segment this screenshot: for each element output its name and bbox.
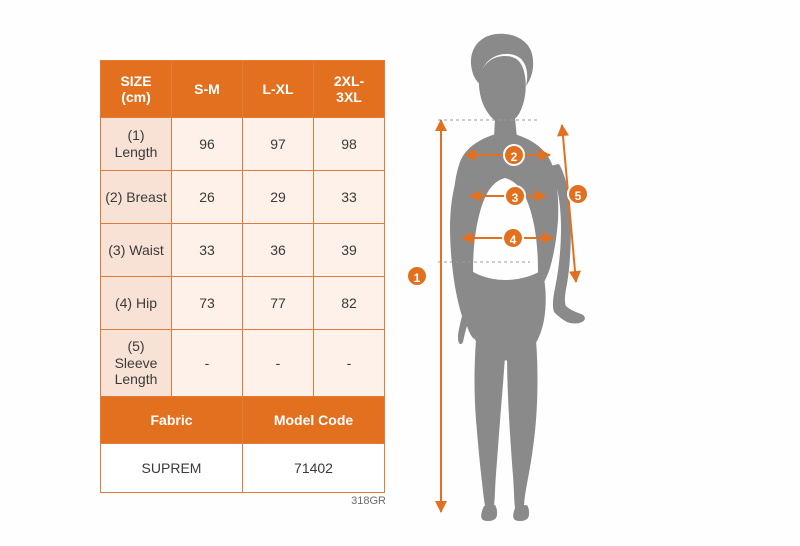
table-footer-header-row — [101, 397, 385, 444]
cell-sleeve-l-xl: - — [243, 330, 314, 397]
cell-hip-s-m: 73 — [172, 277, 243, 330]
table-footer-value-row — [101, 444, 385, 493]
header-model-code: Model Code — [243, 397, 385, 444]
cell-waist-l-xl: 36 — [243, 224, 314, 277]
cell-breast-l-xl: 29 — [243, 171, 314, 224]
header-col3-line2: 3XL — [336, 89, 362, 105]
cell-length-l-xl: 97 — [243, 118, 314, 171]
cell-hip-l-xl: 77 — [243, 277, 314, 330]
header-size-line2: (cm) — [121, 89, 151, 105]
row-label-breast — [101, 171, 172, 224]
table-row — [101, 224, 385, 277]
cell-length-s-m: 96 — [172, 118, 243, 171]
value-model-code: 71402 — [243, 444, 385, 493]
table-row — [101, 171, 385, 224]
badge-waist: 3 — [504, 185, 526, 207]
row-label-length-line1: (1) — [127, 127, 145, 144]
badge-sleeve-length: 5 — [567, 183, 589, 205]
table-footnote: 318GR — [351, 495, 386, 507]
header-size-line1: SIZE — [120, 72, 152, 89]
measurement-figure — [410, 20, 790, 530]
table-row — [101, 330, 385, 397]
row-label-length-line2: Length — [114, 144, 158, 160]
cell-sleeve-2xl-3xl: - — [314, 330, 385, 397]
table-row — [101, 118, 385, 171]
header-fabric: Fabric — [101, 397, 243, 444]
cell-waist-s-m: 33 — [172, 224, 243, 277]
row-label-sleeve-line2: Sleeve Length — [114, 354, 158, 388]
cell-hip-2xl-3xl: 82 — [314, 277, 385, 330]
badge-length: 1 — [406, 265, 428, 287]
row-label-waist — [101, 224, 172, 277]
female-silhouette-icon — [410, 20, 790, 530]
table-header-row — [101, 61, 385, 118]
value-fabric: SUPREM — [101, 444, 243, 493]
row-label-waist-line1: (3) Waist — [108, 241, 164, 258]
header-col-s-m: S-M — [172, 61, 243, 118]
cell-breast-s-m: 26 — [172, 171, 243, 224]
cell-length-2xl-3xl: 98 — [314, 118, 385, 171]
row-label-sleeve-length — [101, 330, 172, 397]
row-label-hip-line1: (4) Hip — [114, 294, 157, 311]
header-size-label — [101, 61, 172, 118]
badge-breast: 2 — [503, 144, 525, 166]
table-row — [101, 277, 385, 330]
header-col-l-xl: L-XL — [243, 61, 314, 118]
row-label-sleeve-line1: (5) — [127, 337, 145, 354]
silhouette-body — [450, 34, 585, 521]
header-col3-line1: 2XL- — [333, 72, 365, 89]
cell-waist-2xl-3xl: 39 — [314, 224, 385, 277]
cell-sleeve-s-m: - — [172, 330, 243, 397]
cell-breast-2xl-3xl: 33 — [314, 171, 385, 224]
row-label-length — [101, 118, 172, 171]
header-col-2xl-3xl — [314, 61, 385, 118]
size-table — [100, 60, 385, 493]
row-label-breast-line1: (2) Breast — [105, 188, 167, 205]
row-label-hip — [101, 277, 172, 330]
badge-hip: 4 — [502, 227, 524, 249]
